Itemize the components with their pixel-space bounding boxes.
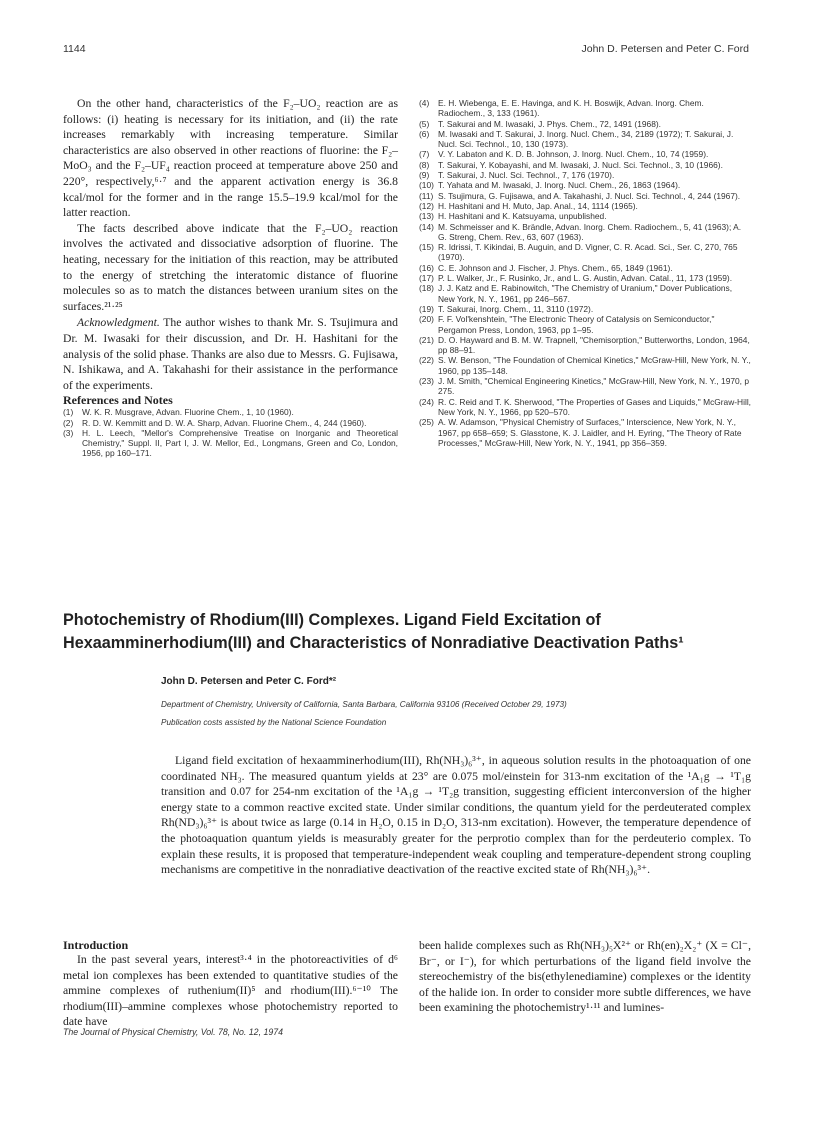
article-title-line-2: Hexaamminerhodium(III) and Characteristics of Nonradiative Deactivation Paths¹ (63, 634, 684, 652)
reference-item: (9) T. Sakurai, J. Nucl. Sci. Technol., 7, 176 (1970). (419, 170, 615, 181)
article-title-line-1: Photochemistry of Rhodium(III) Complexes. Ligand Field Excitation of (63, 611, 601, 629)
reference-item: (24) R. C. Reid and T. K. Sherwood, "The Properties of Gases and Liquids," McGraw-Hill, New York, N. Y., 1966, pp 520–570. (419, 396, 752, 417)
reference-item: (21) D. O. Hayward and B. M. W. Trapnell, "Chemisorption," Butterworths, London, 1964, pp 88–91. (419, 334, 750, 356)
abstract-text: Ligand field excitation of hexaamminerhodium(III), Rh(NH₃)₆³⁺, in aqueous solution results in the photoaquation of one coordinated NH₃. The measured quantum yields at 23° are 0.075 mol/einstein for 313-nm excitation of the ¹A₁g → ¹T₁g transition and 0.07 for 254-nm excitation of the ¹A₁g → ¹T₂g transition, suggesting efficient interconversion of the higher energy state to a common reactive excited state. Under similar conditions, the quantum yield for the perdeuterated complex Rh(ND₃)₆³⁺ is about twice as large (0.14 in H₂O, 0.15 in D₂O, 313-nm excitation). However, the temperature dependence of the photoaquation quantum yields is measurably greater for the perprotio complex than for the perdeuterio complex. To explain these results, it is proposed that temperature-independent weak coupling and temperature-dependent strong coupling mechanisms are competitive in the nonradiative deactivation of the reactive excited state of Rh(NH₃)₆³⁺. (161, 754, 751, 877)
acknowledgment-label: Acknowledgment. (77, 316, 160, 330)
reference-item: (8) T. Sakurai, Y. Kobayashi, and M. Iwasaki, J. Nucl. Sci. Technol., 3, 10 (1966). (419, 159, 723, 170)
journal-footer: The Journal of Physical Chemistry, Vol. 78, No. 12, 1974 (63, 1027, 284, 1037)
reference-item: (23) J. M. Smith, "Chemical Engineering Kinetics," McGraw-Hill, New York, N. Y., 1970, p 275. (419, 376, 749, 397)
reference-item: (6) M. Iwasaki and T. Sakurai, J. Inorg. Nucl. Chem., 34, 2189 (1972); T. Sakurai, J. Nucl. Sci. Technol., 10, 130 (1973). (419, 128, 734, 150)
paragraph-facts: The facts described above indicate that the F₂–UO₂ reaction involves the activated and dissociative adsorption of fluorine. The heating, necessary for the initiation of this reaction, may be attributed to the energy of stretching the interatomic distance of fluorine molecules so as to match the distances between uranium sites on the surfaces.²¹·²⁵ (63, 221, 398, 313)
publication-costs: Publication costs assisted by the National Science Foundation (161, 718, 387, 727)
reference-item: (3) H. L. Leech, "Mellor's Comprehensive Treatise on Inorganic and Theoretical Chemistry," Suppl. II, Part I, J. W. Mellor, Ed., Longmans, Green and Co, London, 1956, pp 160–171. (63, 427, 398, 459)
left-references (63, 407, 398, 458)
page-number: 1144 (63, 43, 86, 55)
acknowledgment (63, 315, 398, 393)
reference-item: (15) R. Idrissi, T. Kikindai, B. Auguin, and D. Vigner, C. R. Acad. Sci., Ser. C, 270, 765 (1970). (419, 242, 738, 263)
references-heading: References and Notes (63, 393, 173, 408)
affiliation: Department of Chemistry, University of California, Santa Barbara, California 93106 (Received October 29, 1973) (161, 700, 567, 709)
reference-item: (1) W. K. R. Musgrave, Advan. Fluorine Chem., 1, 10 (1960). (63, 407, 294, 418)
article-title (63, 609, 753, 655)
reference-item: (22) S. W. Benson, "The Foundation of Chemical Kinetics," McGraw-Hill, New York, N. Y., 1960, pp 135–148. (419, 355, 751, 376)
reference-item: (25) A. W. Adamson, "Physical Chemistry of Surfaces," Interscience, New York, N. Y., 1967, pp 658–659; S. Glasstone, K. J. Laidler, and H. Eyring, "The Theory of Rate Processes," McGraw-Hill, New York, N. Y., 1941, pp 356–359. (419, 417, 742, 448)
introduction-left (63, 938, 398, 1030)
reference-item: (18) J. J. Katz and E. Rabinowitch, "The Chemistry of Uranium," Dover Publications, New York, N. Y., 1961, pp 246–567. (419, 283, 733, 304)
reference-item: (14) M. Schmeisser and K. Brändle, Advan. Inorg. Chem. Radiochem., 5, 41 (1963); A. G. Streng, Chem. Rev., 63, 607 (1963). (419, 221, 742, 242)
reference-item: (13) H. Hashitani and K. Katsuyama, unpublished. (419, 211, 607, 222)
reference-item: (16) C. E. Johnson and J. Fischer, J. Phys. Chem., 65, 1849 (1961). (419, 262, 673, 273)
reference-item: (11) S. Tsujimura, G. Fujisawa, and A. Takahashi, J. Nucl. Sci. Technol., 4, 244 (1967). (419, 190, 741, 201)
reference-item: (17) P. L. Walker, Jr., F. Rusinko, Jr., and L. G. Austin, Advan. Catal., 11, 173 (1959). (419, 273, 733, 284)
reference-item: (12) H. Hashitani and H. Muto, Jap. Anal., 14, 1114 (1965). (419, 200, 638, 211)
left-column (63, 96, 398, 459)
introduction-continued: been halide complexes such as Rh(NH₃)₅X²⁺ or Rh(en)₂X₂⁺ (X = Cl⁻, Br⁻, or I⁻), for which perturbations of the ligand field involve the stereochemistry of the bis(ethylenediamine) complexes or the identity of the halide ion. In order to consider more subtle differences, we have been examining the photochemistry¹·¹¹ and lumines- (419, 939, 751, 1015)
reference-item: (10) T. Yahata and M. Iwasaki, J. Inorg. Nucl. Chem., 26, 1863 (1964). (419, 180, 681, 191)
acknowledgment-text: The author wishes to thank Mr. S. Tsujimura and Dr. M. Iwasaki for their discussion, and Dr. H. Hashitani for the analysis of the solid phase. Thanks are also due to Messrs. G. Fujisawa, N. Ishikawa, and A. Takahashi for their assistance in the performance of the experiments. (63, 316, 398, 392)
reference-item: (2) R. D. W. Kemmitt and D. W. A. Sharp, Advan. Fluorine Chem., 4, 244 (1960). (63, 417, 367, 428)
authors: John D. Petersen and Peter C. Ford*² (161, 676, 337, 687)
introduction-paragraph: In the past several years, interest³·⁴ in the photoreactivities of d⁶ metal ion complexes has been extended to quantitative studies of the ammine complexes of ruthenium(II)⁵ and rhodium(III).⁶⁻¹⁰ The rhodium(III)–ammine complexes whose photochemistry reported to date have (63, 953, 398, 1029)
paragraph-fluorine-reactions: On the other hand, characteristics of the F₂–UO₂ reaction are as follows: (i) heating is necessary for its initiation, and (ii) the rate increases remarkably with increasing temperature. Similar characteristics are also observed in other reactions of fluorine: the F₂–MoO₃ and the F₂–UF₄ reaction proceed at temperature above 250 and 220°, respectively,⁶·⁷ and the apparent activation energy is 36.8 kcal/mol for the former and in the range 15.5–19.9 kcal/mol for the latter reaction. (63, 97, 398, 220)
abstract (161, 753, 751, 878)
introduction-right (419, 938, 751, 1016)
reference-item: (5) T. Sakurai and M. Iwasaki, J. Phys. Chem., 72, 1491 (1968). (419, 118, 661, 129)
introduction-heading: Introduction (63, 938, 129, 952)
reference-item: (7) V. Y. Labaton and K. D. B. Johnson, J. Inorg. Nucl. Chem., 10, 74 (1959). (419, 149, 709, 160)
reference-item: (19) T. Sakurai, Inorg. Chem., 11, 3110 (1972). (419, 303, 594, 314)
reference-item: (4) E. H. Wiebenga, E. E. Havinga, and K. H. Boswijk, Advan. Inorg. Chem. Radiochem., 3, 133 (1961). (419, 98, 704, 119)
reference-item: (20) F. F. Vol'kenshtein, "The Electronic Theory of Catalysis on Semiconductor," Pergamon Press, London, 1963, pp 1–95. (419, 314, 715, 335)
running-head: John D. Petersen and Peter C. Ford (581, 43, 749, 55)
right-references (419, 98, 751, 448)
